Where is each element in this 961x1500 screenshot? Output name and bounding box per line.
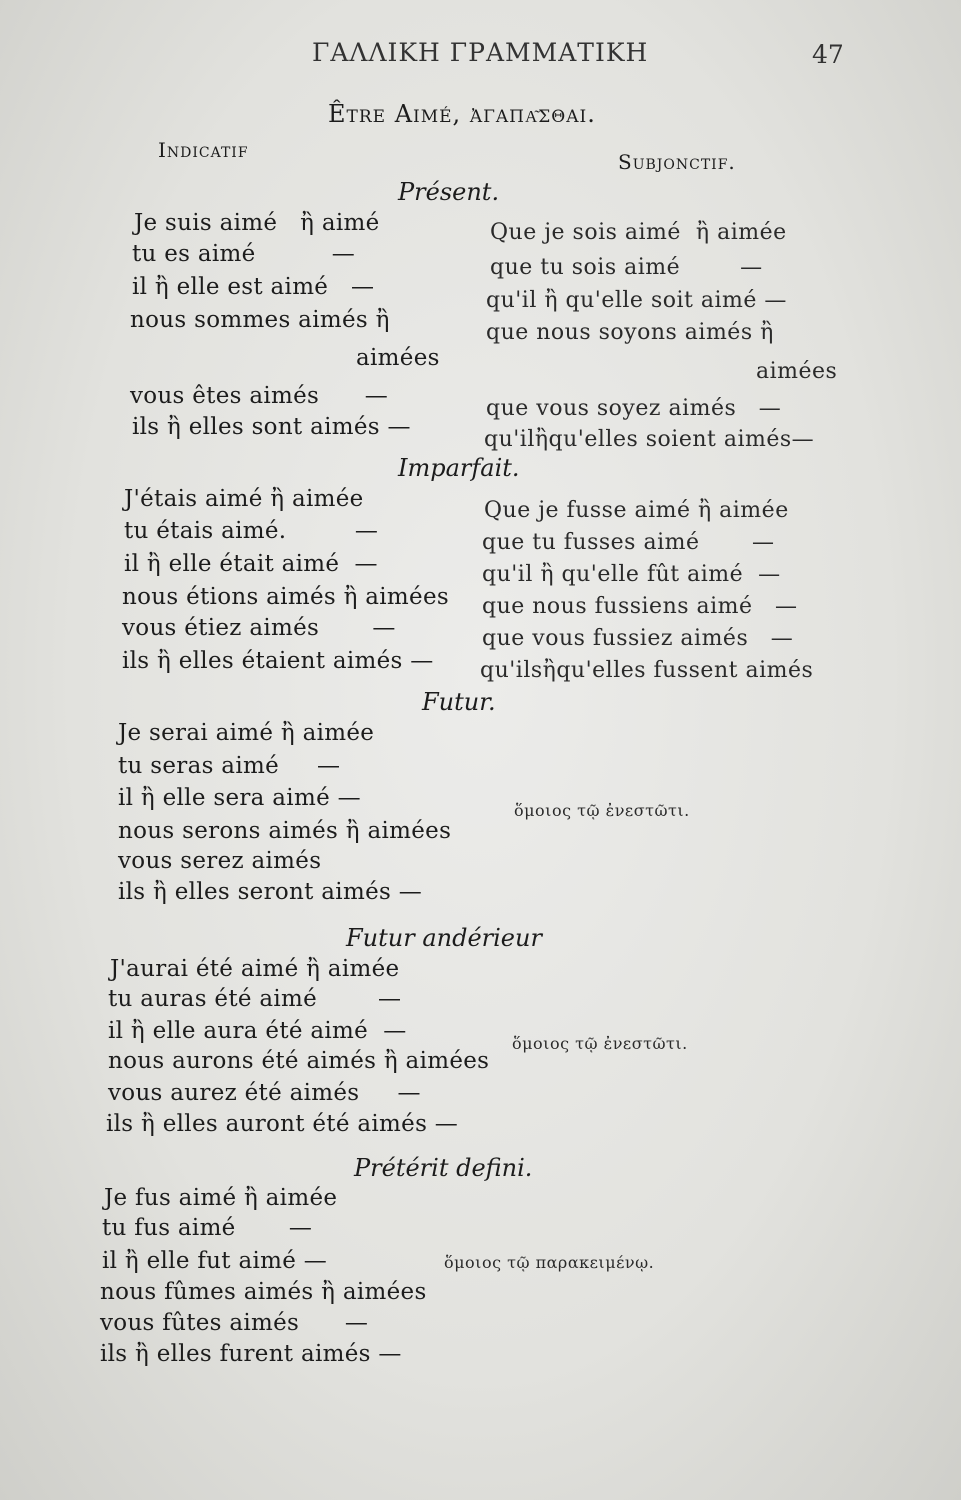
imparfait-subj-line: qu'il ἢ qu'elle fût aimé — xyxy=(482,562,781,587)
futur-ind-line: il ἢ elle sera aimé — xyxy=(118,785,361,811)
page-number: 47 xyxy=(812,40,844,69)
present-ind-line: Je suis aimé ἢ aimé xyxy=(134,210,380,236)
tense-futur-anterieur: Futur andérieur xyxy=(346,924,542,952)
present-ind-line: aimées xyxy=(356,345,440,371)
preterit-ind-line: Je fus aimé ἢ aimée xyxy=(104,1185,338,1211)
imparfait-ind-line: nous étions aimés ἢ aimées xyxy=(122,584,449,610)
tense-present: Présent. xyxy=(398,178,500,206)
conjugation-title: Être Aimé, ἀγαπᾶσθαι. xyxy=(328,100,596,128)
imparfait-ind-line: tu étais aimé. — xyxy=(124,518,379,544)
imparfait-ind-line: vous étiez aimés — xyxy=(122,615,396,641)
futur-ant-ind-line: nous aurons été aimés ἢ aimées xyxy=(108,1048,490,1074)
present-ind-line: tu es aimé — xyxy=(132,241,355,267)
imparfait-subj-line: qu'ilsἢqu'elles fussent aimés xyxy=(480,658,814,683)
tense-imparfait: Imparfait. xyxy=(398,454,520,482)
imparfait-ind-line: J'étais aimé ἢ aimée xyxy=(124,486,364,512)
present-subj-line: qu'ilἢqu'elles soient aimés— xyxy=(484,427,815,452)
preterit-ind-line: nous fûmes aimés ἢ aimées xyxy=(100,1279,427,1305)
futur-ant-ind-line: ils ἢ elles auront été aimés — xyxy=(106,1111,459,1137)
futur-ant-ind-line: il ἢ elle aura été aimé — xyxy=(108,1018,407,1044)
present-subj-line: que tu sois aimé — xyxy=(490,255,763,280)
futur-ind-line: Je serai aimé ἢ aimée xyxy=(118,720,375,746)
tense-preterit: Prétérit defini. xyxy=(354,1154,533,1182)
futur-ant-ind-line: J'aurai été aimé ἢ aimée xyxy=(110,956,400,982)
futur-anterieur-note: ὅμοιος τῷ ἐνεστῶτι. xyxy=(512,1034,688,1053)
present-ind-line: vous êtes aimés — xyxy=(130,383,389,409)
imparfait-subj-line: Que je fusse aimé ἢ aimée xyxy=(484,498,789,523)
imparfait-subj-line: que nous fussiens aimé — xyxy=(482,594,798,619)
imparfait-ind-line: ils ἢ elles étaient aimés — xyxy=(122,648,434,674)
mood-subjonctif: Subjonctif. xyxy=(618,150,736,174)
preterit-ind-line: ils ἢ elles furent aimés — xyxy=(100,1341,402,1367)
preterit-ind-line: il ἢ elle fut aimé — xyxy=(102,1248,328,1274)
present-ind-line: ils ἢ elles sont aimés — xyxy=(132,414,411,440)
futur-ind-line: ils ἢ elles seront aimés — xyxy=(118,879,422,905)
present-subj-line: aimées xyxy=(756,359,838,384)
present-ind-line: il ἢ elle est aimé — xyxy=(132,274,375,300)
present-ind-line: nous sommes aimés ἢ xyxy=(130,307,390,333)
present-subj-line: que vous soyez aimés — xyxy=(486,396,782,421)
preterit-note: ὅμοιος τῷ παρακειμένῳ. xyxy=(444,1253,655,1272)
futur-ant-ind-line: vous aurez été aimés — xyxy=(108,1080,421,1106)
imparfait-subj-line: que vous fussiez aimés — xyxy=(482,626,794,651)
futur-ind-line: tu seras aimé — xyxy=(118,753,341,779)
tense-futur: Futur. xyxy=(422,688,496,716)
present-subj-line: qu'il ἢ qu'elle soit aimé — xyxy=(486,288,787,313)
running-title: ΓΑΛΛΙΚΗ ΓΡΑΜΜΑΤΙΚΗ xyxy=(312,38,649,67)
mood-indicatif: Indicatif xyxy=(158,138,249,162)
imparfait-subj-line: que tu fusses aimé — xyxy=(482,530,775,555)
imparfait-ind-line: il ἢ elle était aimé — xyxy=(124,551,378,577)
futur-ind-line: vous serez aimés xyxy=(118,848,322,874)
preterit-ind-line: vous fûtes aimés — xyxy=(100,1310,369,1336)
present-subj-line: Que je sois aimé ἢ aimée xyxy=(490,220,787,245)
futur-note: ὅμοιος τῷ ἐνεστῶτι. xyxy=(514,801,690,820)
futur-ant-ind-line: tu auras été aimé — xyxy=(108,986,402,1012)
futur-ind-line: nous serons aimés ἢ aimées xyxy=(118,818,452,844)
present-subj-line: que nous soyons aimés ἢ xyxy=(486,320,774,345)
preterit-ind-line: tu fus aimé — xyxy=(102,1215,313,1241)
